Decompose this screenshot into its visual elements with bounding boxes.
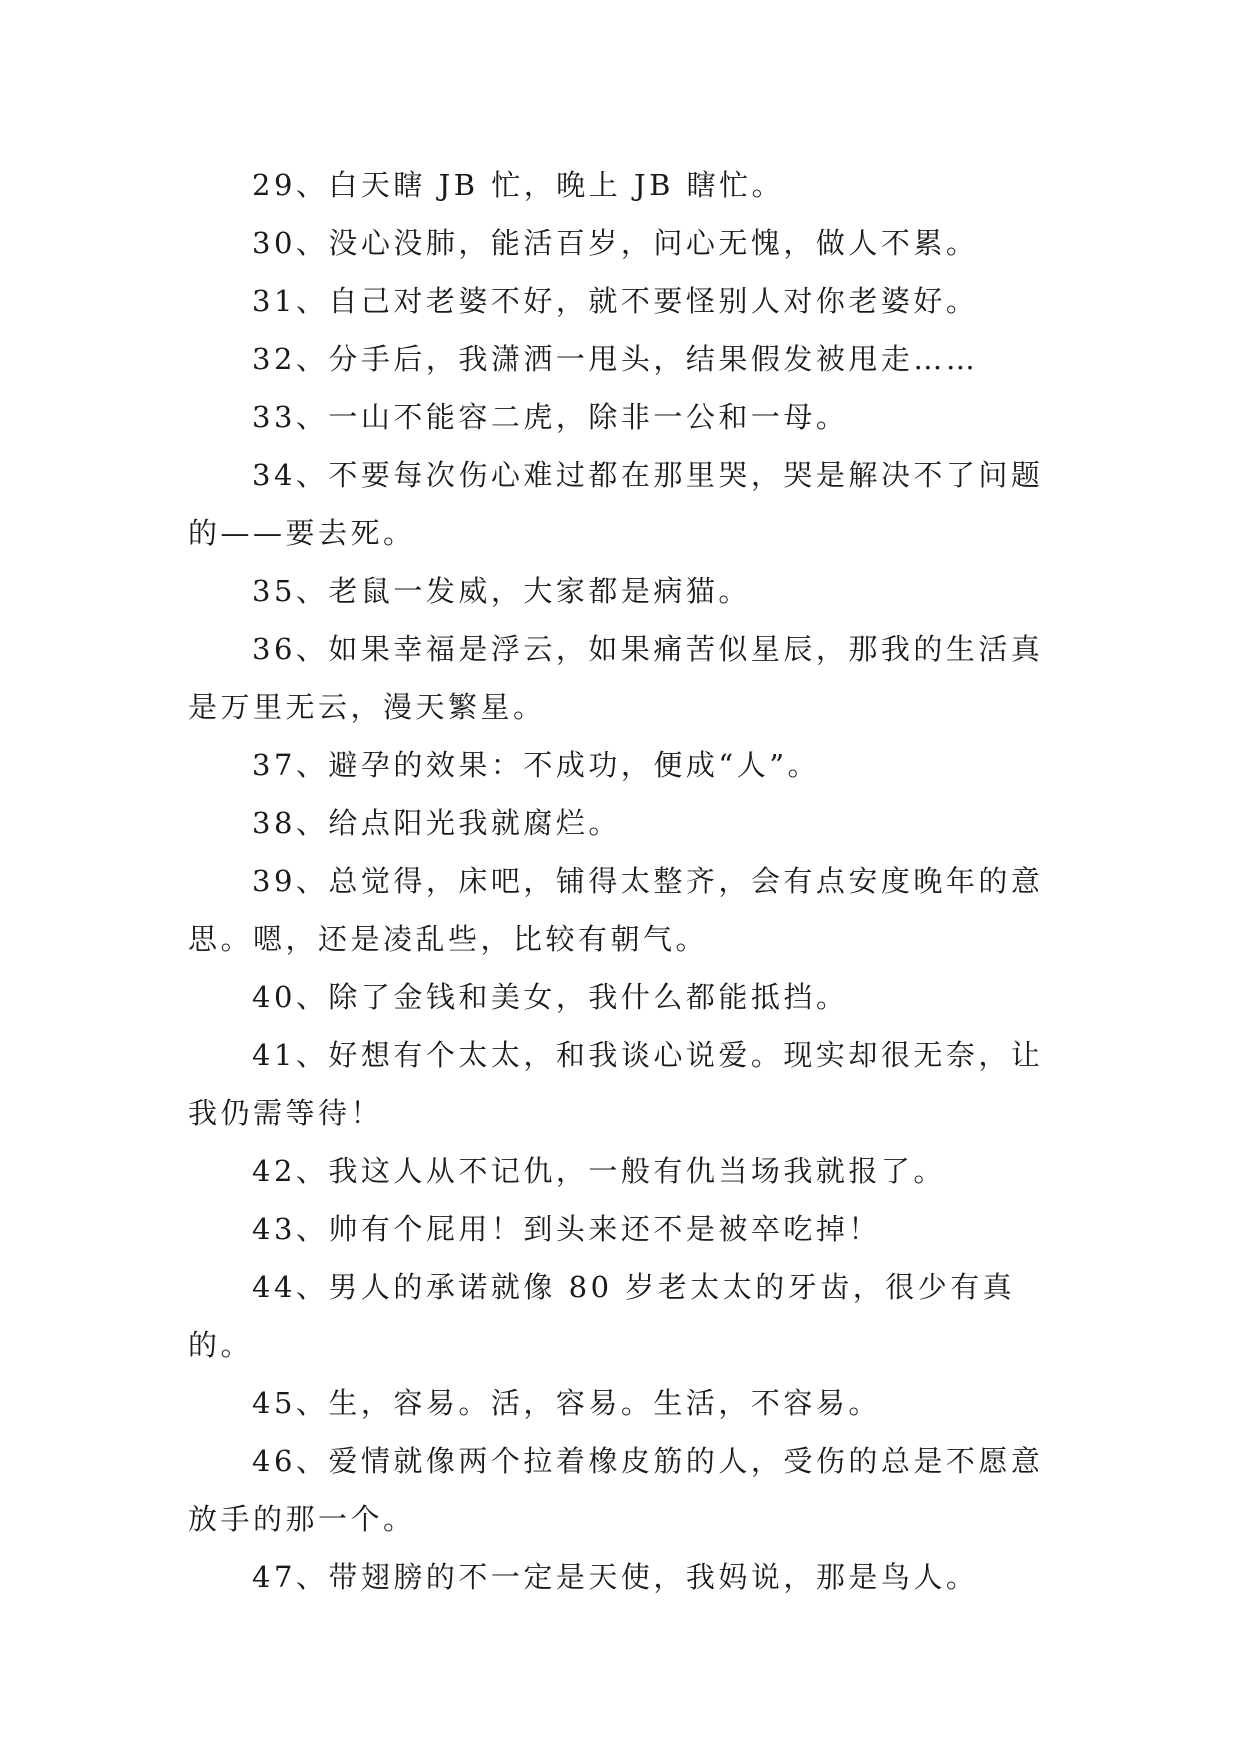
joke-entry-31: 31、自己对老婆不好，就不要怪别人对你老婆好。 [252, 284, 979, 318]
joke-entry-30: 30、没心没肺，能活百岁，问心无愧，做人不累。 [252, 226, 979, 260]
joke-entry-29: 29、白天瞎 JB 忙，晚上 JB 瞎忙。 [252, 168, 785, 202]
joke-entry-34: 34、不要每次伤心难过都在那里哭，哭是解决不了问题的——要去死。 [188, 458, 1044, 550]
joke-entry-41: 41、好想有个太太，和我谈心说爱。现实却很无奈，让我仍需等待！ [188, 1038, 1044, 1130]
joke-entry-32: 32、分手后，我潇洒一甩头，结果假发被甩走…… [252, 342, 979, 376]
joke-entry-43: 43、帅有个屁用！到头来还不是被卒吃掉！ [252, 1212, 881, 1246]
joke-entry-33: 33、一山不能容二虎，除非一公和一母。 [252, 400, 849, 434]
joke-entry-44: 44、男人的承诺就像 80 岁老太太的牙齿，很少有真的。 [188, 1270, 1016, 1362]
joke-entry-47: 47、带翅膀的不一定是天使，我妈说，那是鸟人。 [252, 1560, 979, 1594]
joke-entry-46: 46、爱情就像两个拉着橡皮筋的人，受伤的总是不愿意放手的那一个。 [188, 1444, 1044, 1536]
joke-entry-38: 38、给点阳光我就腐烂。 [252, 806, 621, 840]
joke-entry-42: 42、我这人从不记仇，一般有仇当场我就报了。 [252, 1154, 946, 1188]
document-body [188, 156, 1058, 1606]
joke-entry-45: 45、生，容易。活，容易。生活，不容易。 [252, 1386, 881, 1420]
joke-entry-40: 40、除了金钱和美女，我什么都能抵挡。 [252, 980, 849, 1014]
joke-entry-36: 36、如果幸福是浮云，如果痛苦似星辰，那我的生活真是万里无云，漫天繁星。 [188, 632, 1044, 724]
joke-entry-39: 39、总觉得，床吧，铺得太整齐，会有点安度晚年的意思。嗯，还是凌乱些，比较有朝气。 [188, 864, 1044, 956]
joke-entry-37: 37、避孕的效果：不成功，便成“人”。 [252, 748, 821, 782]
joke-entry-35: 35、老鼠一发威，大家都是病猫。 [252, 574, 751, 608]
